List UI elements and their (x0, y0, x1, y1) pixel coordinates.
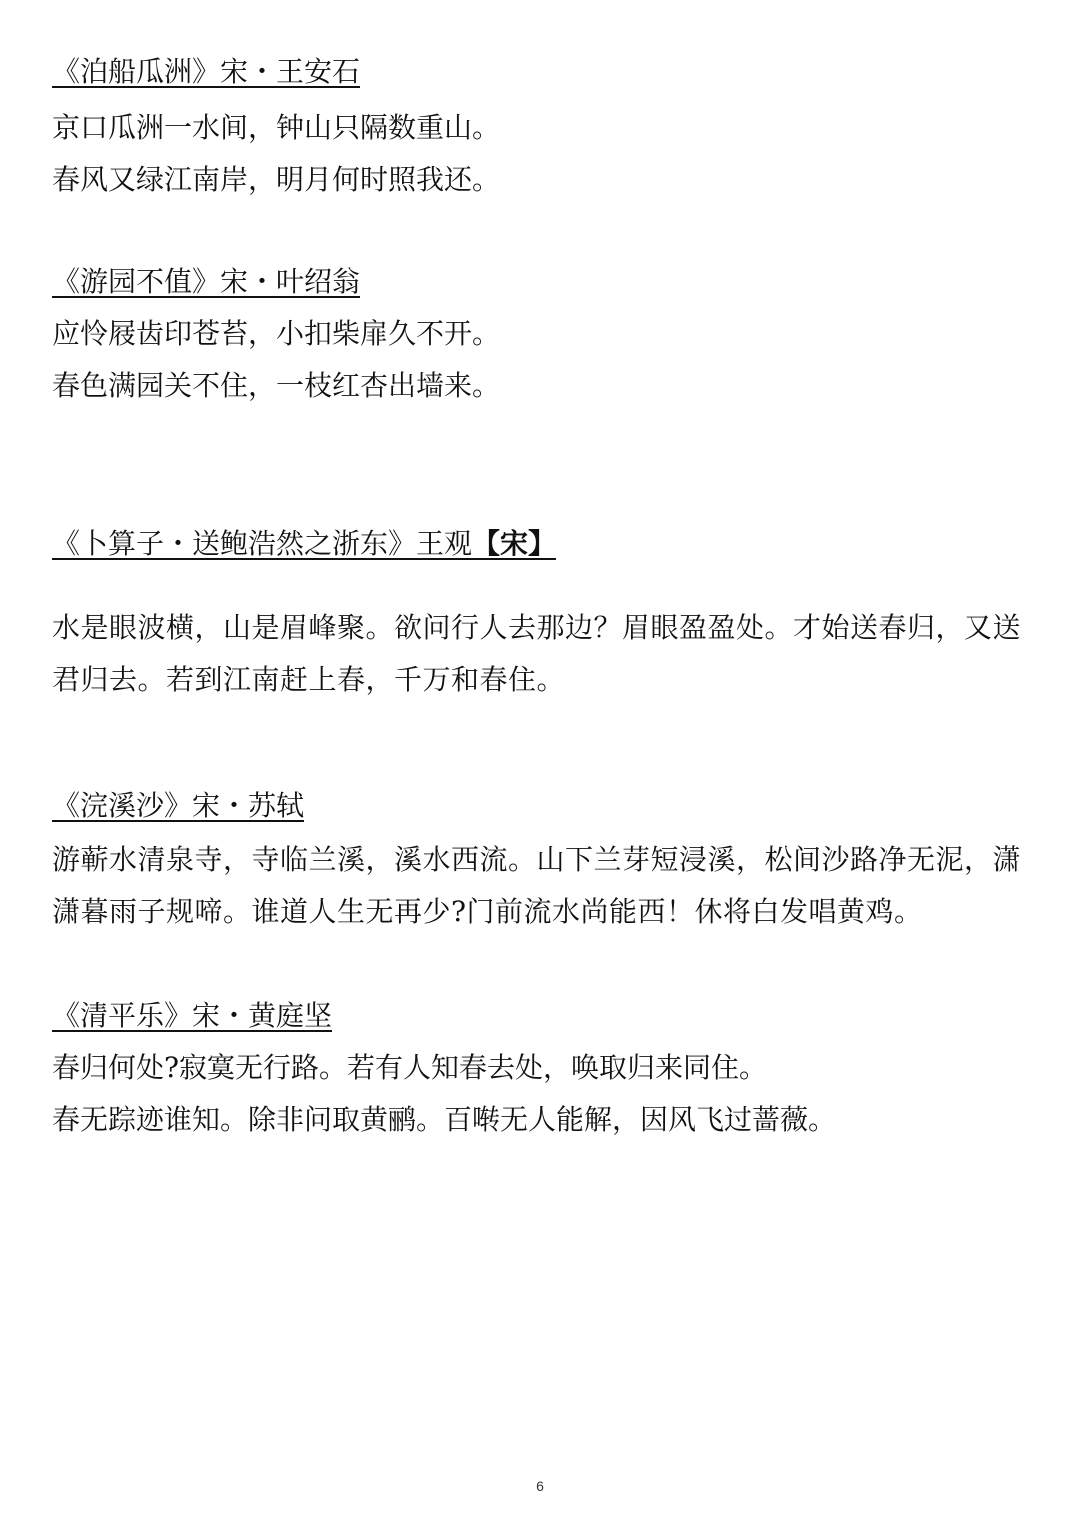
poem-text: 水是眼波横，山是眉峰聚。欲问行人去那边？眉眼盈盈处。才始送春归，又送君归去。若到江南赶上春，千万和春住。 (52, 611, 1022, 696)
poem-title (52, 526, 556, 562)
page-number: 6 (536, 1478, 544, 1494)
poem-title: 《游园不值》宋・叶绍翁 (52, 265, 361, 298)
poem-title: 《泊船瓜洲》宋・王安石 (52, 55, 361, 88)
poem-line: 应怜屐齿印苍苔，小扣柴扉久不开。 (52, 317, 501, 350)
poem-line: 春归何处?寂寞无行路。若有人知春去处，唤取归来同住。 (52, 1051, 768, 1084)
poem-line: 春色满园关不住，一枝红杏出墙来。 (52, 369, 501, 402)
poem-title-dynasty: 【宋】 (472, 527, 557, 560)
poem-title-main: 《卜算子・送鲍浩然之浙东》王观 (52, 527, 473, 560)
poem-title: 《浣溪沙》宋・苏轼 (52, 789, 305, 822)
poem-line: 春风又绿江南岸，明月何时照我还。 (52, 163, 501, 196)
poem-line: 京口瓜洲一水间，钟山只隔数重山。 (52, 111, 501, 144)
poem-busuanzi (52, 526, 1042, 706)
poem-bochuan-guazhou (52, 54, 1042, 198)
poem-youyuan-buzhi (52, 264, 1042, 404)
poem-line: 春无踪迹谁知。除非问取黄鹂。百啭无人能解，因风飞过蔷薇。 (52, 1103, 837, 1136)
poem-title: 《清平乐》宋・黄庭坚 (52, 999, 333, 1032)
poem-text: 游蕲水清泉寺，寺临兰溪，溪水西流。山下兰芽短浸溪，松间沙路净无泥，潇潇暮雨子规啼。谁道人生无再少?门前流水尚能西！休将白发唱黄鸡。 (52, 843, 1022, 928)
poem-qingpingyue (52, 998, 1042, 1138)
poem-huanxisha (52, 788, 1042, 938)
